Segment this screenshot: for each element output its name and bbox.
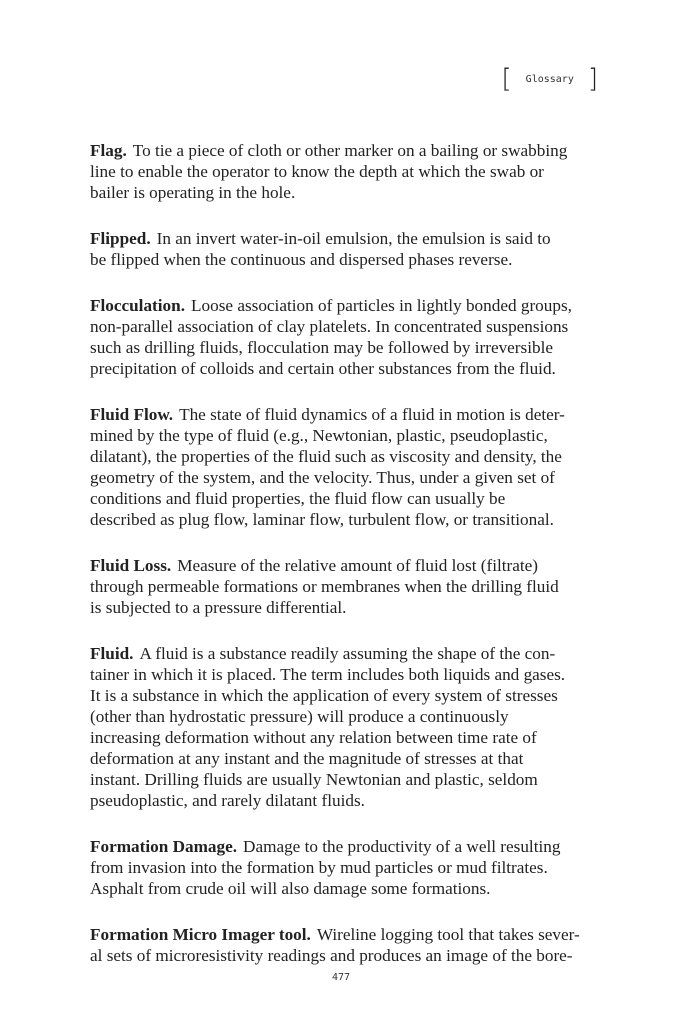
entry-line bbox=[90, 488, 602, 509]
entry-line bbox=[90, 425, 602, 446]
entry-definition-text: Asphalt from crude oil will also damage some formations. bbox=[90, 879, 491, 898]
glossary-entries bbox=[90, 140, 602, 991]
entry-line bbox=[90, 643, 602, 664]
entry-definition-text: is subjected to a pressure differential. bbox=[90, 598, 347, 617]
entry-definition-text: Loose association of particles in lightly bonded groups, bbox=[191, 296, 572, 315]
entry-definition-text: (other than hydrostatic pressure) will produce a continuously bbox=[90, 707, 509, 726]
entry-line bbox=[90, 748, 602, 769]
entry-definition-text: line to enable the operator to know the depth at which the swab or bbox=[90, 162, 544, 181]
glossary-entry bbox=[90, 555, 602, 618]
header-title: Glossary bbox=[525, 73, 574, 85]
entry-definition-text: instant. Drilling fluids are usually Newtonian and plastic, seldom bbox=[90, 770, 538, 789]
entry-definition-text: tainer in which it is placed. The term includes both liquids and gases. bbox=[90, 665, 566, 684]
entry-line bbox=[90, 509, 602, 530]
entry-line bbox=[90, 140, 602, 161]
entry-definition-text: geometry of the system, and the velocity. Thus, under a given set of bbox=[90, 468, 555, 487]
entry-definition-text: dilatant), the properties of the fluid such as viscosity and density, the bbox=[90, 447, 562, 466]
entry-line bbox=[90, 597, 602, 618]
entry-definition-text: increasing deformation without any relation between time rate of bbox=[90, 728, 537, 747]
running-header bbox=[502, 66, 598, 92]
entry-line bbox=[90, 706, 602, 727]
entry-definition-text: mined by the type of fluid (e.g., Newtonian, plastic, pseudoplastic, bbox=[90, 426, 548, 445]
right-bracket: ] bbox=[587, 64, 598, 94]
glossary-entry bbox=[90, 228, 602, 270]
entry-definition-text: Damage to the productivity of a well resulting bbox=[243, 837, 561, 856]
entry-line bbox=[90, 404, 602, 425]
entry-definition-text: A fluid is a substance readily assuming the shape of the con- bbox=[139, 644, 556, 663]
entry-term: Flocculation. bbox=[90, 296, 186, 315]
entry-line bbox=[90, 857, 602, 878]
glossary-entry bbox=[90, 404, 602, 530]
entry-definition-text: In an invert water-in-oil emulsion, the emulsion is said to bbox=[156, 229, 551, 248]
entry-definition-text: precipitation of colloids and certain other substances from the fluid. bbox=[90, 359, 556, 378]
entry-definition-text: It is a substance in which the application of every system of stresses bbox=[90, 686, 558, 705]
entry-line bbox=[90, 945, 602, 966]
entry-line bbox=[90, 664, 602, 685]
entry-line bbox=[90, 924, 602, 945]
entry-line bbox=[90, 228, 602, 249]
entry-line bbox=[90, 249, 602, 270]
glossary-entry bbox=[90, 140, 602, 203]
entry-line bbox=[90, 685, 602, 706]
entry-definition-text: deformation at any instant and the magnitude of stresses at that bbox=[90, 749, 524, 768]
entry-definition-text: Wireline logging tool that takes sever- bbox=[316, 925, 580, 944]
entry-definition-text: al sets of microresistivity readings and produces an image of the bore- bbox=[90, 946, 573, 965]
entry-definition-text: bailer is operating in the hole. bbox=[90, 183, 296, 202]
entry-definition-text: pseudoplastic, and rarely dilatant fluids. bbox=[90, 791, 365, 810]
entry-term: Formation Damage. bbox=[90, 837, 238, 856]
entry-line bbox=[90, 555, 602, 576]
entry-definition-text: Measure of the relative amount of fluid lost (filtrate) bbox=[177, 556, 539, 575]
left-bracket: [ bbox=[501, 64, 512, 94]
entry-definition-text: through permeable formations or membranes when the drilling fluid bbox=[90, 577, 559, 596]
entry-term: Fluid Loss. bbox=[90, 556, 172, 575]
entry-line bbox=[90, 576, 602, 597]
glossary-entry bbox=[90, 643, 602, 811]
entry-line bbox=[90, 790, 602, 811]
entry-line bbox=[90, 727, 602, 748]
entry-definition-text: non-parallel association of clay platelets. In concentrated suspensions bbox=[90, 317, 569, 336]
entry-definition-text: from invasion into the formation by mud particles or mud filtrates. bbox=[90, 858, 548, 877]
entry-line bbox=[90, 769, 602, 790]
entry-line bbox=[90, 182, 602, 203]
entry-definition-text: be flipped when the continuous and dispersed phases reverse. bbox=[90, 250, 513, 269]
entry-line bbox=[90, 295, 602, 316]
page-number: 477 bbox=[331, 972, 351, 983]
entry-definition-text: conditions and fluid properties, the fluid flow can usually be bbox=[90, 489, 506, 508]
entry-definition-text: such as drilling fluids, flocculation may be followed by irreversible bbox=[90, 338, 553, 357]
entry-definition-text: To tie a piece of cloth or other marker on a bailing or swabbing bbox=[132, 141, 568, 160]
entry-line bbox=[90, 337, 602, 358]
entry-term: Flipped. bbox=[90, 229, 151, 248]
entry-line bbox=[90, 446, 602, 467]
entry-term: Formation Micro Imager tool. bbox=[90, 925, 311, 944]
entry-line bbox=[90, 878, 602, 899]
glossary-entry bbox=[90, 836, 602, 899]
entry-term: Fluid. bbox=[90, 644, 134, 663]
entry-line bbox=[90, 358, 602, 379]
entry-line bbox=[90, 467, 602, 488]
glossary-entry bbox=[90, 924, 602, 966]
entry-definition-text: The state of fluid dynamics of a fluid in motion is deter- bbox=[179, 405, 565, 424]
entry-definition-text: described as plug flow, laminar flow, turbulent flow, or transitional. bbox=[90, 510, 554, 529]
entry-line bbox=[90, 161, 602, 182]
entry-term: Fluid Flow. bbox=[90, 405, 174, 424]
entry-line bbox=[90, 316, 602, 337]
glossary-entry bbox=[90, 295, 602, 379]
entry-line bbox=[90, 836, 602, 857]
entry-term: Flag. bbox=[90, 141, 127, 160]
